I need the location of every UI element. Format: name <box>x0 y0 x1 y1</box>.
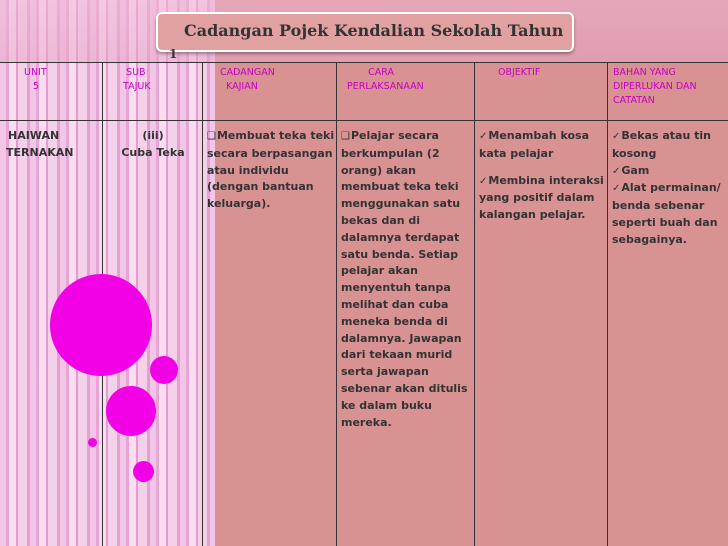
sub-tajuk-title: Cuba Teka <box>121 145 185 159</box>
check-icon: ✓ <box>479 131 488 142</box>
decorative-circle-small <box>150 356 178 384</box>
cara-text: Pelajar secara berkumpulan (2 orang) akan membuat teka teki menggunakan satu bekas dan di dalamnya terdapat satu benda. Setiap pelajar akan menyentuh tanpa melihat dan cuba meneka benda di dalamnya. Jawapan dari tekaan murid serta jawapan sebenar akan ditulis ke dalam buku mereka. <box>341 129 468 429</box>
header-sub-tajuk: SUB TAJUK <box>123 67 151 92</box>
header-bahan: BAHAN YANG DIPERLUKAN DAN CATATAN <box>613 67 697 106</box>
header-bottom-border <box>0 120 728 121</box>
cell-cadangan <box>207 128 335 213</box>
cell-unit <box>8 128 100 162</box>
sub-tajuk-number: (iii) <box>142 129 164 142</box>
header-cara-perlaksanaan: CARA PERLAKSANAAN <box>347 67 424 92</box>
check-icon: ✓ <box>479 175 488 187</box>
checkbox-bullet-icon: ❑ <box>341 131 350 142</box>
check-icon: ✓ <box>612 183 621 195</box>
unit-name-line1: HAIWAN <box>8 129 60 142</box>
column-divider <box>474 62 475 546</box>
column-divider <box>607 62 608 546</box>
decorative-circle-large <box>50 274 152 376</box>
title-box <box>156 12 574 52</box>
checkbox-bullet-icon: ❑ <box>207 131 216 142</box>
column-divider <box>202 62 203 546</box>
cell-cara <box>341 128 469 431</box>
cadangan-text: Membuat teka teki secara berpasangan atau individu (dengan bantuan keluarga). <box>207 129 335 211</box>
bahan-item: Gam <box>621 163 650 177</box>
decorative-circle-medium <box>106 386 156 436</box>
bahan-item: Alat permainan/ benda sebenar seperti buah dan sebagainya. <box>612 181 721 246</box>
cell-bahan <box>612 128 724 249</box>
check-icon: ✓ <box>612 131 621 142</box>
header-objektif: OBJEKTIF <box>498 67 541 78</box>
check-icon: ✓ <box>612 165 621 177</box>
table-top-border <box>0 62 728 63</box>
column-divider <box>336 62 337 546</box>
page-title-continuation: 1 <box>169 47 178 61</box>
cell-sub-tajuk <box>106 128 200 162</box>
bahan-item: Bekas atau tin kosong <box>612 129 711 160</box>
header-cadangan-kajian: CADANGAN KAJIAN <box>220 67 275 92</box>
decorative-circle-dot <box>88 438 97 447</box>
page-title: Cadangan Pojek Kendalian Sekolah Tahun <box>184 21 564 40</box>
header-unit: UNIT 5 <box>24 67 47 92</box>
cell-objektif <box>479 128 605 224</box>
objektif-item: Menambah kosa kata pelajar <box>479 129 590 160</box>
objektif-item: Membina interaksi yang positif dalam kalangan pelajar. <box>479 173 604 222</box>
decorative-circle-small <box>133 461 154 482</box>
unit-name-line2: TERNAKAN <box>6 145 74 159</box>
